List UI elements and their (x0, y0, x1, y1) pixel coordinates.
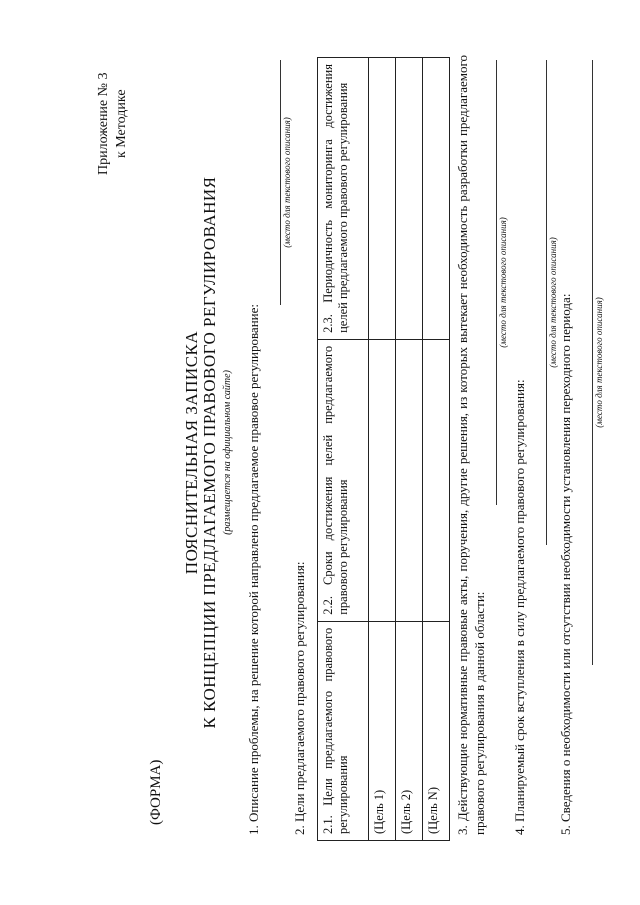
monitoring-cell-2 (396, 58, 423, 340)
goal-cell-1: (Цель 1) (369, 621, 396, 840)
monitoring-cell-1 (369, 58, 396, 340)
goals-header-goals: 2.1. Цели предлагаемого правового регулирования (318, 621, 369, 840)
section4-label: 4. Планируемый срок вступления в силу предлагаемого правового регулирования: (512, 379, 527, 835)
monitoring-cell-3 (423, 58, 450, 340)
appendix-label (95, 73, 131, 176)
section1-hint: (место для текстового описания) (282, 117, 292, 248)
section5-hint: (место для текстового описания) (594, 297, 604, 428)
table-row (396, 58, 423, 841)
section3-label: 3. Действующие нормативные правовые акты, поручения, другие решения, из которых вытекает необходимость разработки предлагаемого правового регулирования в данной области: (455, 55, 487, 835)
goals-table-header-row (318, 58, 369, 841)
deadline-cell-3 (423, 339, 450, 621)
deadline-cell-2 (396, 339, 423, 621)
section5-fill-line (592, 60, 593, 665)
form-label: (ФОРМА) (148, 759, 164, 825)
goal-cell-3: (Цель N) (423, 621, 450, 840)
section1-fill-line (280, 60, 281, 305)
goal-cell-2: (Цель 2) (396, 621, 423, 840)
goals-header-monitoring: 2.3. Периодичность мониторинга достижения целей предлагаемого правового регулирования (318, 58, 369, 340)
section5-label: 5. Сведения о необходимости или отсутствии необходимости установления переходного периода: (558, 293, 573, 835)
section4-fill-line (546, 60, 547, 545)
document-title-note: (размещается на официальном сайте) (222, 370, 233, 535)
appendix-line2: к Методике (114, 89, 129, 159)
section1-label: 1. Описание проблемы, на решение которой направлено предлагаемое правовое регулирование: (246, 304, 261, 835)
section4-hint: (место для текстового описания) (548, 237, 558, 368)
document-title-line2: К КОНЦЕПЦИИ ПРЕДЛАГАЕМОГО ПРАВОВОГО РЕГУЛИРОВАНИЯ (200, 176, 219, 729)
table-row (369, 58, 396, 841)
deadline-cell-1 (369, 339, 396, 621)
goals-table (317, 57, 450, 841)
document-title-line1: ПОЯСНИТЕЛЬНАЯ ЗАПИСКА (182, 330, 201, 575)
table-row (423, 58, 450, 841)
section3-hint: (место для текстового описания) (498, 217, 508, 348)
appendix-line1: Приложение № 3 (96, 72, 111, 175)
section2-label: 2. Цели предлагаемого правового регулирования: (292, 561, 307, 835)
goals-header-deadlines: 2.2. Сроки достижения целей предлагаемого правового регулирования (318, 339, 369, 621)
section3-fill-line (496, 60, 497, 505)
